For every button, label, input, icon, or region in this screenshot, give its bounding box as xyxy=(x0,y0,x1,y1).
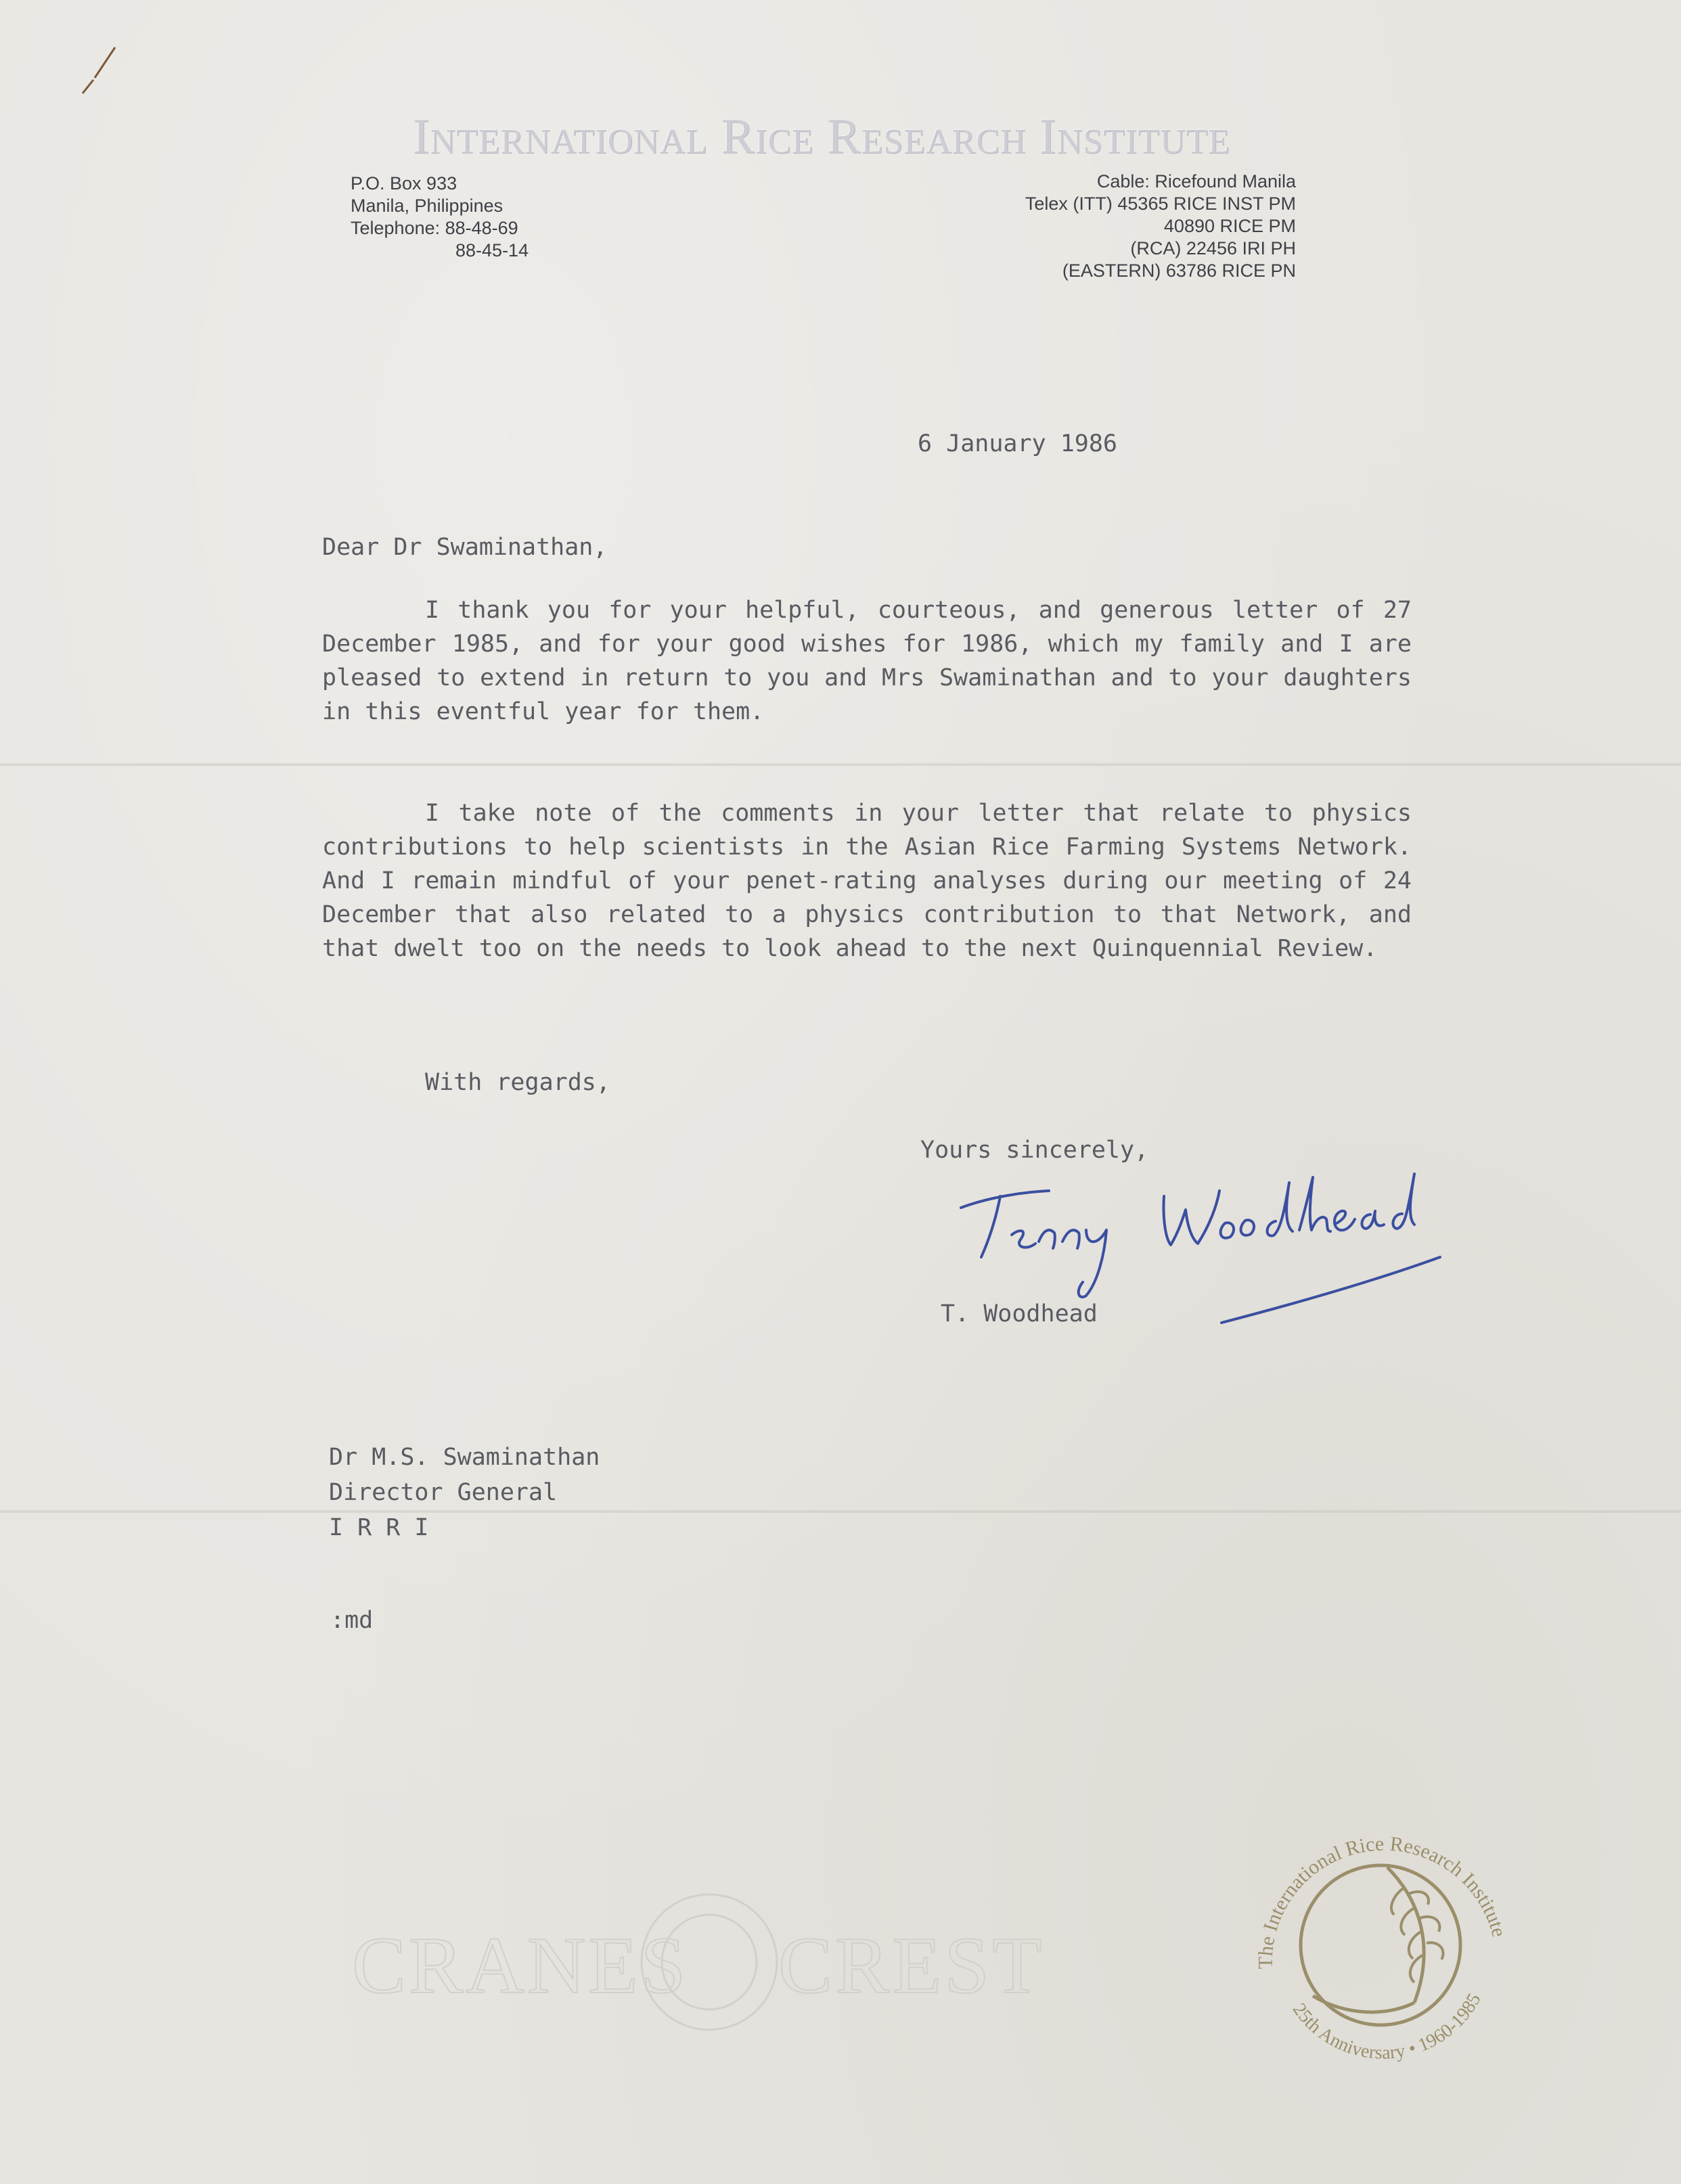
svg-text:The International Rice Researc xyxy=(1255,1833,1510,1970)
address-line: 88-45-14 xyxy=(455,240,529,260)
address-line: Manila, Philippines xyxy=(351,196,503,216)
svg-text:CREST: CREST xyxy=(778,1920,1045,2010)
recipient-line: Director General xyxy=(329,1479,558,1506)
svg-text:CRANES: CRANES xyxy=(352,1920,689,2010)
body-paragraph: I take note of the comments in your letter that relate to physics contributions to help scientists in the Asian Rice Farming Systems Network. And I remain mindful of your penet-rating analyses during our meeting of 24 December that also related to a physics contribution to that Network, and that dwelt too on the needs to look ahead to the next Quinquennial Review. xyxy=(322,800,1412,962)
salutation: Dear Dr Swaminathan, xyxy=(322,534,608,561)
contact-line: Telex (ITT) 45365 RICE INST PM xyxy=(1025,194,1296,214)
body-paragraph: I thank you for your helpful, courteous, and generous letter of 27 December 1985, and for your good wishes for 1986, which my family and I are pleased to extend in return to you and Mrs Swaminathan and to your daughters in this eventful year for them. xyxy=(322,597,1412,725)
letterhead-address xyxy=(351,173,529,262)
contact-line: 40890 RICE PM xyxy=(1163,216,1296,236)
svg-text:25th Anniversary • 1960-1985 xyxy=(1288,1990,1485,2064)
contact-line: (EASTERN) 63786 RICE PN xyxy=(1062,260,1296,281)
recipient-line: I R R I xyxy=(329,1514,429,1541)
stray-pen-mark-icon xyxy=(74,41,122,101)
regards-line: With regards, xyxy=(425,1069,610,1096)
signer-name: T. Woodhead xyxy=(941,1300,1098,1327)
recipient-line: Dr M.S. Swaminathan xyxy=(329,1444,600,1471)
cranes-crest-watermark xyxy=(338,1881,1045,2043)
anniversary-seal xyxy=(1232,1793,1529,2091)
paper-fold-line xyxy=(0,1510,1681,1513)
letterhead-contacts xyxy=(1025,170,1296,282)
letter-date: 6 January 1986 xyxy=(918,430,1118,457)
seal-outer-text: The International Rice Research Institute xyxy=(1254,1832,1510,1970)
contact-line: (RCA) 22456 IRI PH xyxy=(1130,238,1296,258)
contact-line: Cable: Ricefound Manila xyxy=(1096,171,1296,191)
typist-reference: :md xyxy=(330,1607,374,1634)
closing-line: Yours sincerely, xyxy=(920,1137,1149,1164)
seal-inner-text: 25th Anniversary • 1960-1985 xyxy=(1288,1990,1485,2064)
paper-fold-line xyxy=(0,763,1681,766)
address-line: P.O. Box 933 xyxy=(351,173,457,194)
address-line: Telephone: 88-48-69 xyxy=(351,218,518,238)
letterhead-title: International Rice Research Institute xyxy=(412,109,1231,164)
recipient-block xyxy=(329,1440,600,1545)
